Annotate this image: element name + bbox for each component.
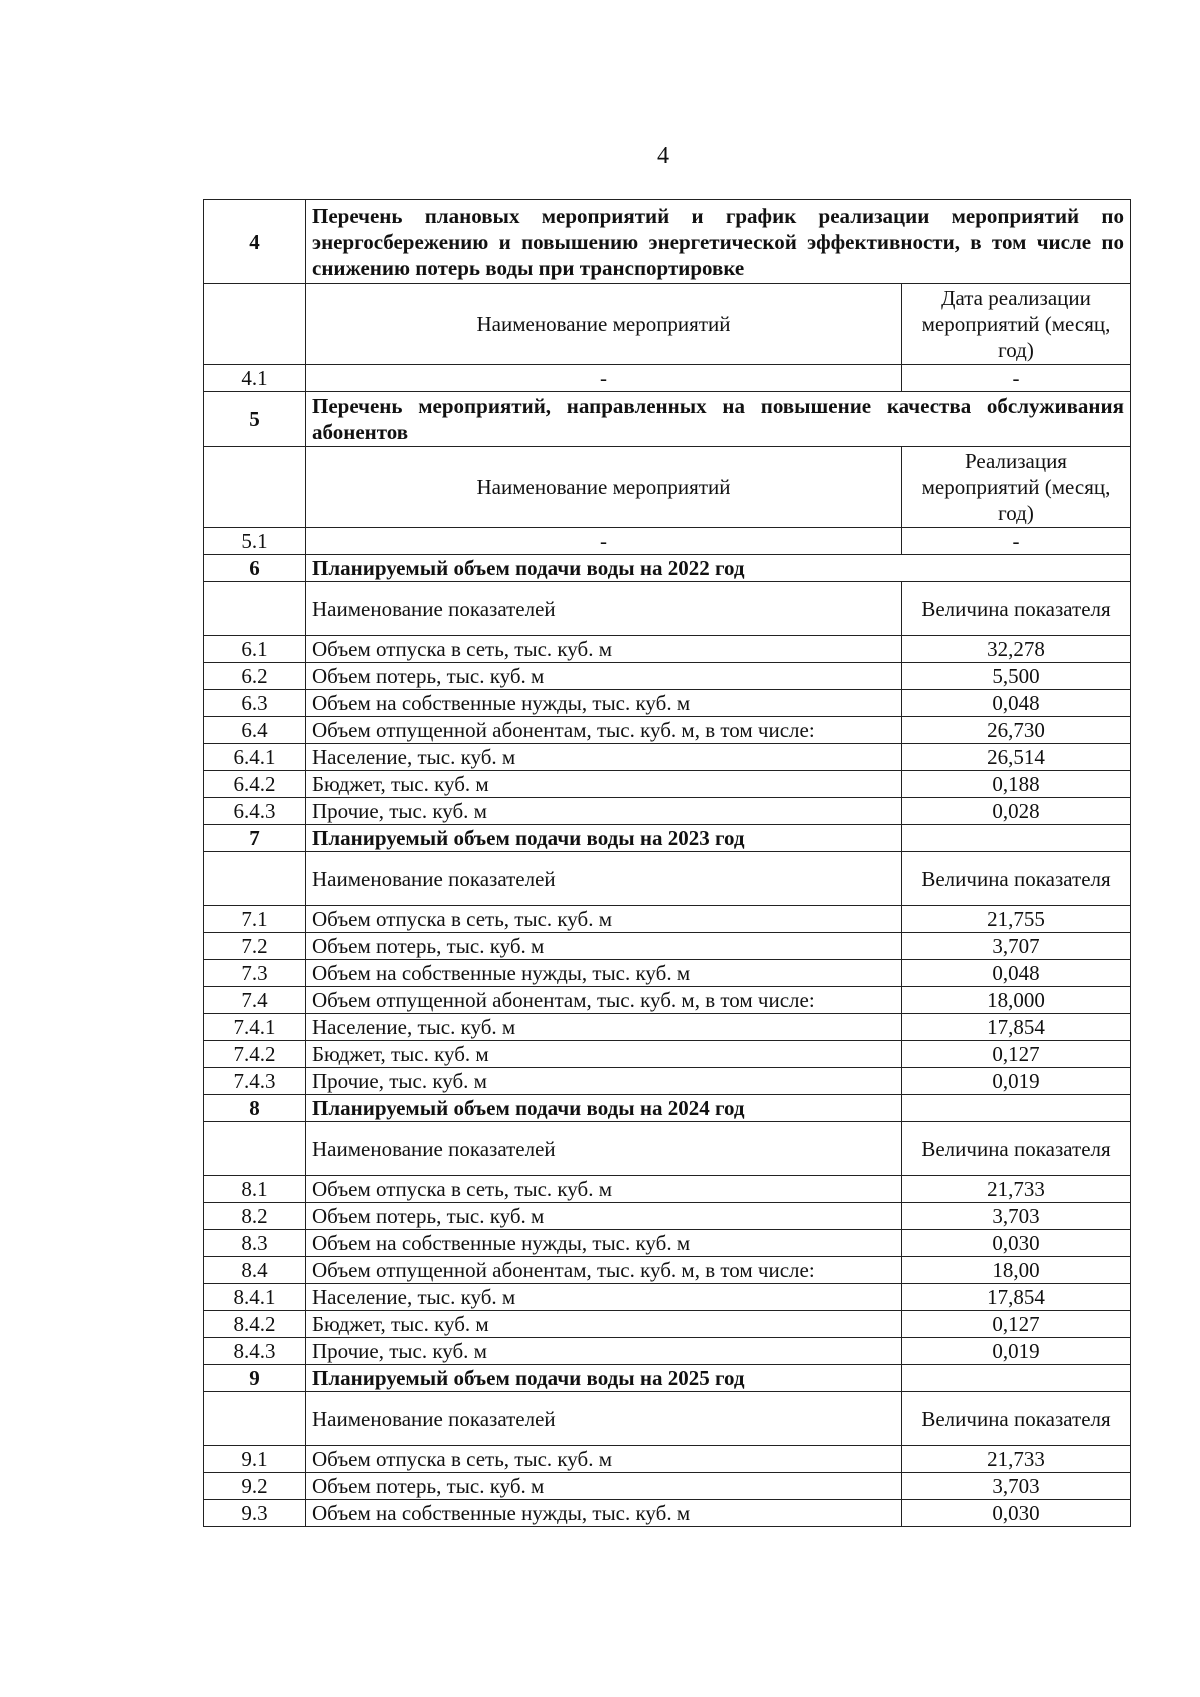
row-value: 18,000 <box>902 987 1131 1014</box>
column-header-row <box>204 582 1131 636</box>
column-header-name: Наименование показателей <box>306 582 902 636</box>
row-name: Объем на собственные нужды, тыс. куб. м <box>306 1500 902 1527</box>
row-number: 6.3 <box>204 690 306 717</box>
row-name: Объем на собственные нужды, тыс. куб. м <box>306 690 902 717</box>
row-number: 7.3 <box>204 960 306 987</box>
section-number: 7 <box>204 825 306 852</box>
row-number: 8.1 <box>204 1176 306 1203</box>
section-header <box>204 200 1131 284</box>
row-value: - <box>902 365 1131 392</box>
table-row <box>204 1311 1131 1338</box>
row-name: Прочие, тыс. куб. м <box>306 1068 902 1095</box>
column-header-row <box>204 1392 1131 1446</box>
row-number: 6.4.2 <box>204 771 306 798</box>
section-header <box>204 825 1131 852</box>
row-number: 7.4.2 <box>204 1041 306 1068</box>
row-value: 18,00 <box>902 1257 1131 1284</box>
row-value: 3,703 <box>902 1203 1131 1230</box>
row-value: 26,730 <box>902 717 1131 744</box>
row-name: Объем отпуска в сеть, тыс. куб. м <box>306 1446 902 1473</box>
row-name: Бюджет, тыс. куб. м <box>306 1041 902 1068</box>
row-name: Прочие, тыс. куб. м <box>306 798 902 825</box>
table-row <box>204 528 1131 555</box>
row-name: Объем на собственные нужды, тыс. куб. м <box>306 1230 902 1257</box>
row-number: 7.4 <box>204 987 306 1014</box>
row-name: Население, тыс. куб. м <box>306 1014 902 1041</box>
section-number: 8 <box>204 1095 306 1122</box>
row-number: 6.2 <box>204 663 306 690</box>
column-header-value: Величина показателя <box>902 1122 1131 1176</box>
row-value: 3,707 <box>902 933 1131 960</box>
row-number: 7.2 <box>204 933 306 960</box>
table-row <box>204 1257 1131 1284</box>
row-number: 6.4.1 <box>204 744 306 771</box>
section-title: Планируемый объем подачи воды на 2024 год <box>306 1095 902 1122</box>
row-value: 21,755 <box>902 906 1131 933</box>
page-number: 4 <box>657 143 669 169</box>
table-row <box>204 1203 1131 1230</box>
plan-table <box>203 199 1131 1527</box>
row-number: 6.1 <box>204 636 306 663</box>
row-name: Объем потерь, тыс. куб. м <box>306 933 902 960</box>
row-number: 5.1 <box>204 528 306 555</box>
column-header-name: Наименование мероприятий <box>306 284 902 365</box>
row-number: 8.4.2 <box>204 1311 306 1338</box>
row-number: 8.4 <box>204 1257 306 1284</box>
row-value: - <box>902 528 1131 555</box>
section-title: Планируемый объем подачи воды на 2023 год <box>306 825 902 852</box>
section-title: Планируемый объем подачи воды на 2022 год <box>306 555 1131 582</box>
table-row <box>204 798 1131 825</box>
row-number: 6.4 <box>204 717 306 744</box>
row-name: Население, тыс. куб. м <box>306 744 902 771</box>
row-number: 9.3 <box>204 1500 306 1527</box>
row-value: 0,048 <box>902 960 1131 987</box>
row-name: Объем отпуска в сеть, тыс. куб. м <box>306 906 902 933</box>
column-header-value: Реализация мероприятий (месяц, год) <box>902 447 1131 528</box>
section-number: 9 <box>204 1365 306 1392</box>
section-number: 5 <box>204 392 306 447</box>
section-title: Перечень мероприятий, направленных на повышение качества обслуживания абонентов <box>306 392 1131 447</box>
section-number: 6 <box>204 555 306 582</box>
row-number: 8.3 <box>204 1230 306 1257</box>
row-name: Объем потерь, тыс. куб. м <box>306 1473 902 1500</box>
row-value: 0,127 <box>902 1041 1131 1068</box>
row-number: 9.1 <box>204 1446 306 1473</box>
section-number: 4 <box>204 200 306 284</box>
table-row <box>204 960 1131 987</box>
row-number: 7.1 <box>204 906 306 933</box>
row-value: 17,854 <box>902 1284 1131 1311</box>
row-number: 9.2 <box>204 1473 306 1500</box>
column-header-name: Наименование показателей <box>306 1392 902 1446</box>
row-name: Население, тыс. куб. м <box>306 1284 902 1311</box>
row-value: 17,854 <box>902 1014 1131 1041</box>
row-value: 0,019 <box>902 1068 1131 1095</box>
row-name: Объем отпуска в сеть, тыс. куб. м <box>306 1176 902 1203</box>
table-row <box>204 1041 1131 1068</box>
row-name: Объем потерь, тыс. куб. м <box>306 663 902 690</box>
row-value: 32,278 <box>902 636 1131 663</box>
table-row <box>204 1500 1131 1527</box>
row-value: 3,703 <box>902 1473 1131 1500</box>
table-row <box>204 717 1131 744</box>
section-header <box>204 1095 1131 1122</box>
section-header <box>204 392 1131 447</box>
table-row <box>204 690 1131 717</box>
column-header-row <box>204 284 1131 365</box>
row-value: 0,028 <box>902 798 1131 825</box>
row-name: Объем отпущенной абонентам, тыс. куб. м, в том числе: <box>306 1257 902 1284</box>
row-name: Объем отпущенной абонентам, тыс. куб. м, в том числе: <box>306 987 902 1014</box>
table-row <box>204 1014 1131 1041</box>
section-title: Планируемый объем подачи воды на 2025 год <box>306 1365 902 1392</box>
row-number: 7.4.1 <box>204 1014 306 1041</box>
row-value: 0,019 <box>902 1338 1131 1365</box>
table-row <box>204 1473 1131 1500</box>
column-header-value: Дата реализации мероприятий (месяц, год) <box>902 284 1131 365</box>
row-number: 8.2 <box>204 1203 306 1230</box>
section-header <box>204 555 1131 582</box>
table-row <box>204 933 1131 960</box>
row-value: 0,127 <box>902 1311 1131 1338</box>
row-number: 8.4.1 <box>204 1284 306 1311</box>
table-row <box>204 1284 1131 1311</box>
row-name: - <box>306 528 902 555</box>
row-value: 0,030 <box>902 1500 1131 1527</box>
table-row <box>204 771 1131 798</box>
row-name: Прочие, тыс. куб. м <box>306 1338 902 1365</box>
row-number: 8.4.3 <box>204 1338 306 1365</box>
table-row <box>204 636 1131 663</box>
row-name: Объем отпуска в сеть, тыс. куб. м <box>306 636 902 663</box>
column-header-row <box>204 852 1131 906</box>
column-header-row <box>204 1122 1131 1176</box>
row-value: 0,188 <box>902 771 1131 798</box>
row-value: 21,733 <box>902 1176 1131 1203</box>
column-header-value: Величина показателя <box>902 582 1131 636</box>
row-value: 21,733 <box>902 1446 1131 1473</box>
row-name: Объем отпущенной абонентам, тыс. куб. м, в том числе: <box>306 717 902 744</box>
table-row <box>204 744 1131 771</box>
table-row <box>204 1068 1131 1095</box>
table-row <box>204 663 1131 690</box>
row-name: Бюджет, тыс. куб. м <box>306 1311 902 1338</box>
row-name: Объем потерь, тыс. куб. м <box>306 1203 902 1230</box>
table-row <box>204 987 1131 1014</box>
column-header-name: Наименование показателей <box>306 852 902 906</box>
row-name: Бюджет, тыс. куб. м <box>306 771 902 798</box>
row-name: - <box>306 365 902 392</box>
table-row <box>204 1446 1131 1473</box>
section-title: Перечень плановых мероприятий и график реализации мероприятий по энергосбережению и повышению энергетической эффективности, в том числе по снижению потерь воды при транспортировке <box>306 200 1131 284</box>
table-row <box>204 365 1131 392</box>
section-header <box>204 1365 1131 1392</box>
column-header-name: Наименование мероприятий <box>306 447 902 528</box>
row-value: 26,514 <box>902 744 1131 771</box>
table-row <box>204 906 1131 933</box>
table-row <box>204 1338 1131 1365</box>
column-header-row <box>204 447 1131 528</box>
row-number: 7.4.3 <box>204 1068 306 1095</box>
column-header-value: Величина показателя <box>902 1392 1131 1446</box>
row-number: 6.4.3 <box>204 798 306 825</box>
row-number: 4.1 <box>204 365 306 392</box>
table-row <box>204 1230 1131 1257</box>
row-name: Объем на собственные нужды, тыс. куб. м <box>306 960 902 987</box>
row-value: 0,030 <box>902 1230 1131 1257</box>
row-value: 5,500 <box>902 663 1131 690</box>
column-header-name: Наименование показателей <box>306 1122 902 1176</box>
column-header-value: Величина показателя <box>902 852 1131 906</box>
table-row <box>204 1176 1131 1203</box>
row-value: 0,048 <box>902 690 1131 717</box>
